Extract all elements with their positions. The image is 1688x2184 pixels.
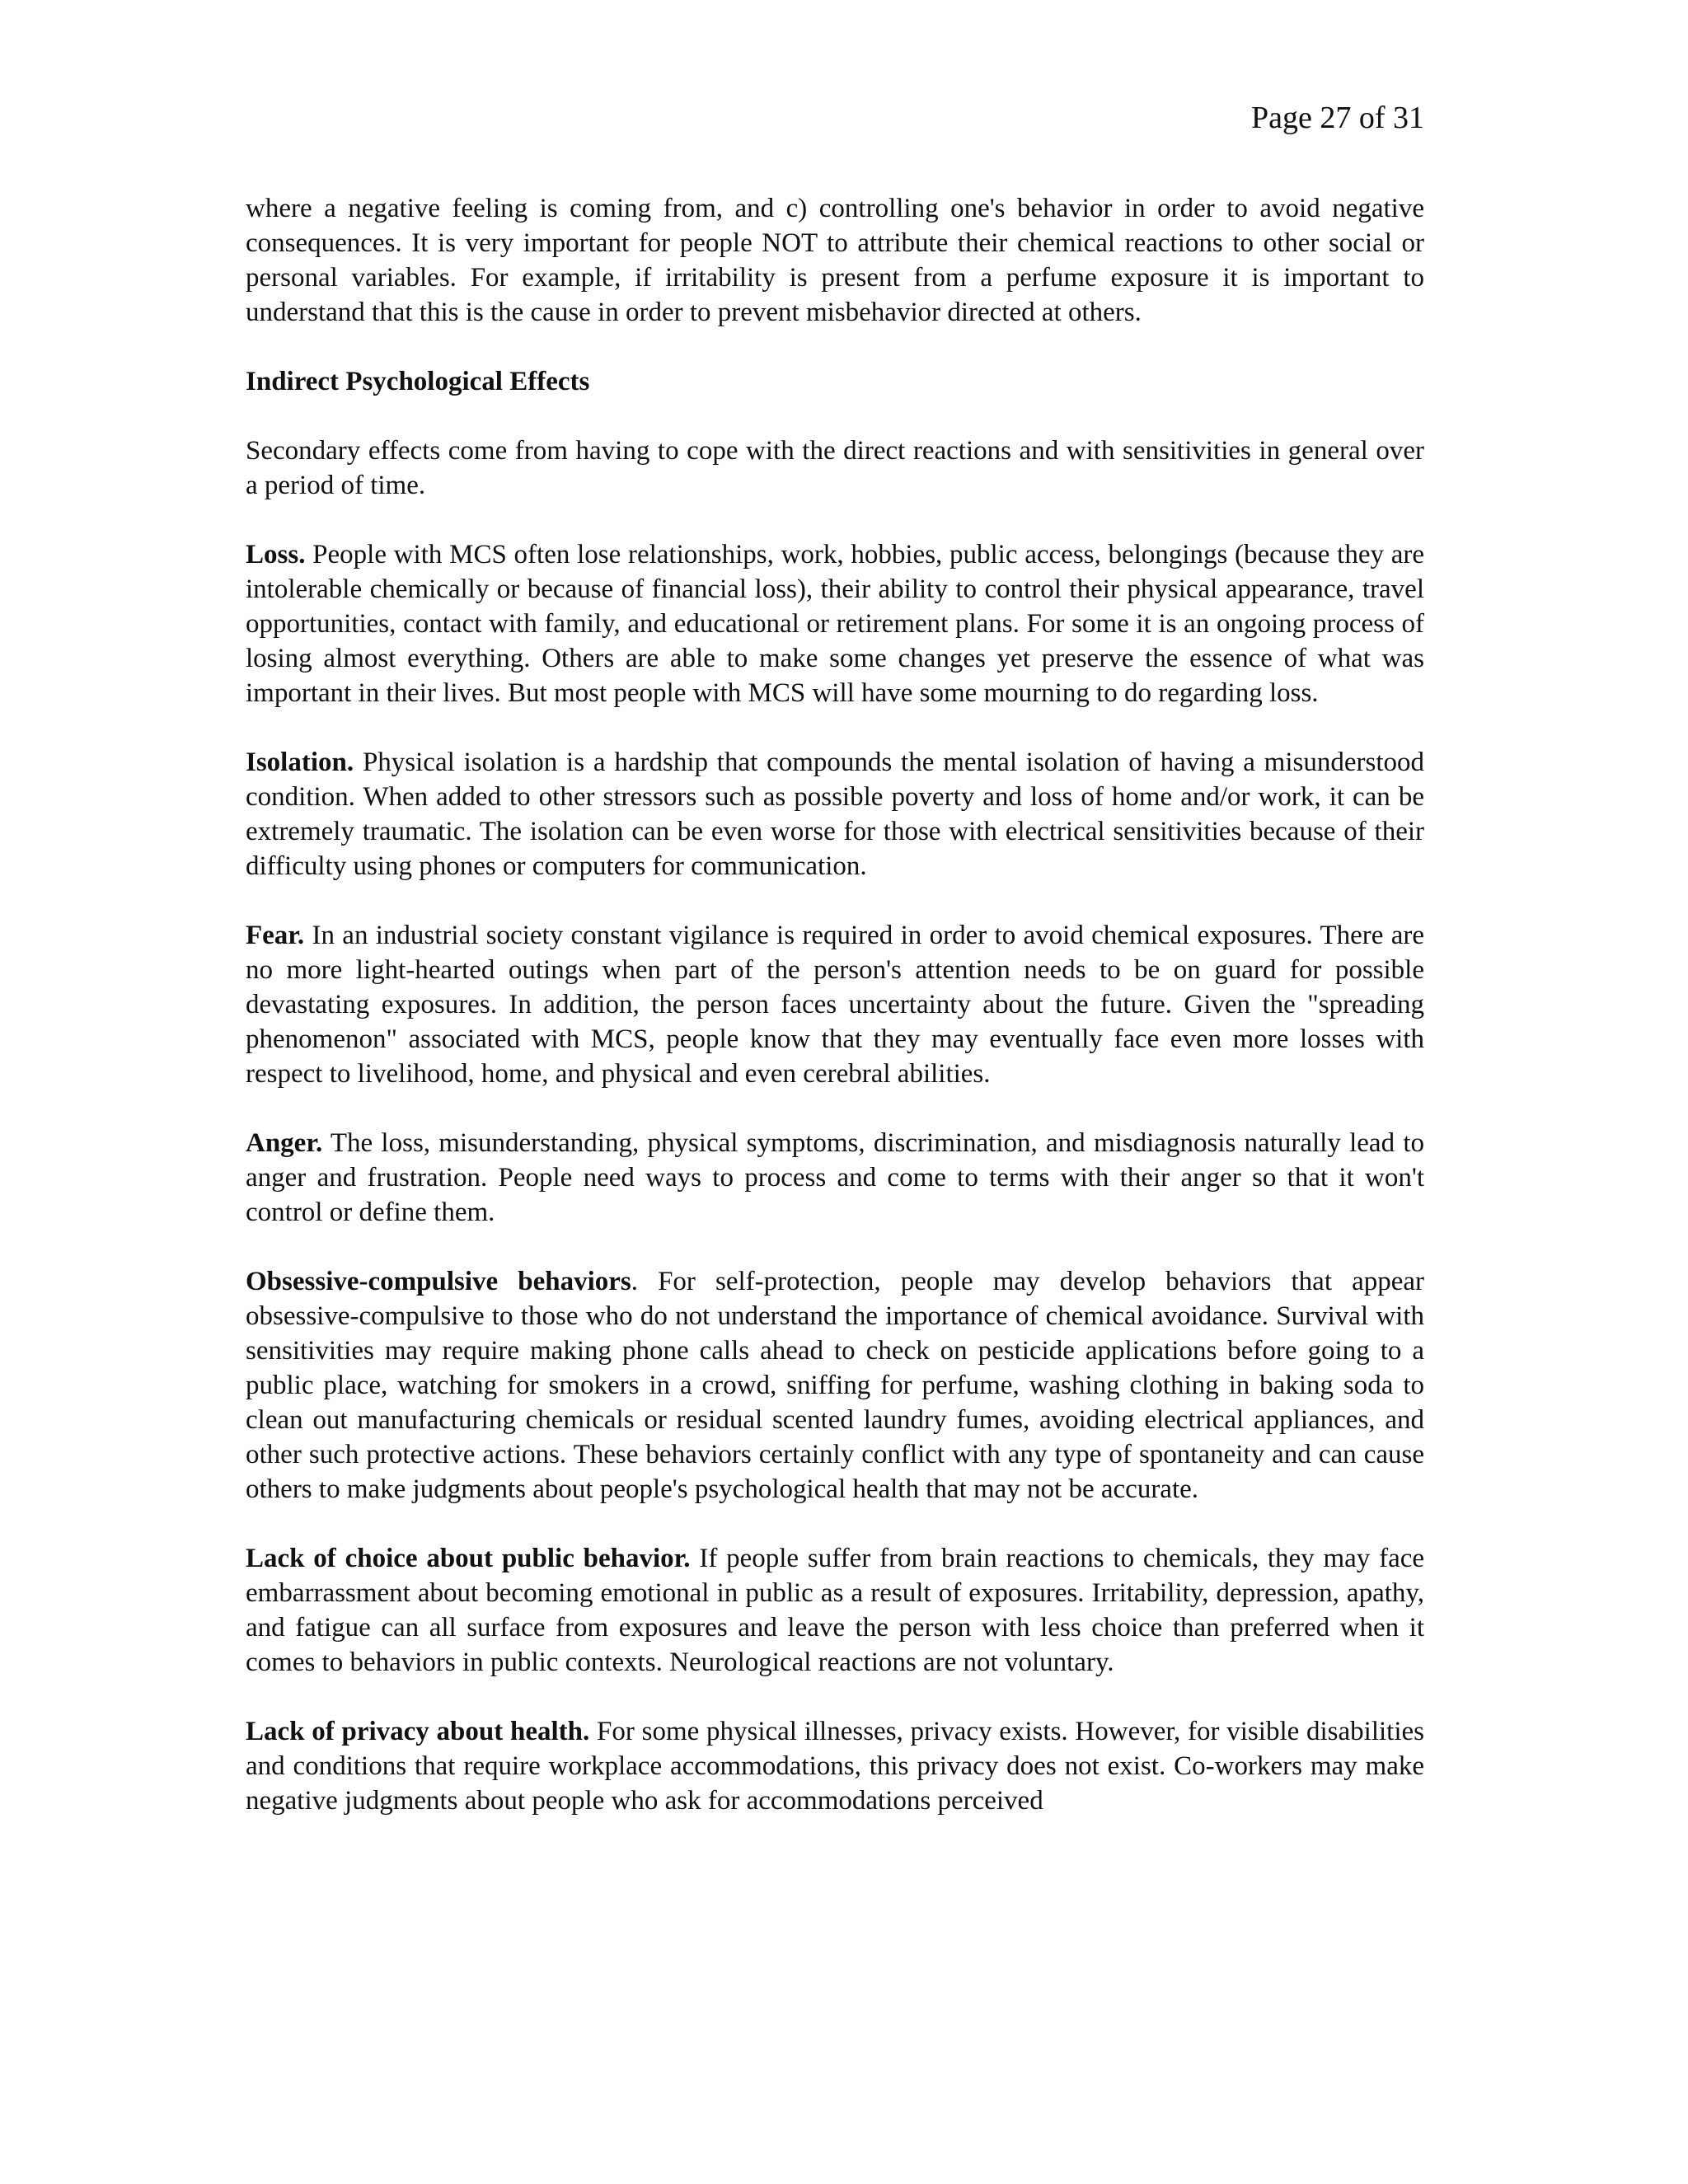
- anger-text: The loss, misunderstanding, physical symptoms, discrimination, and misdiagnosis naturally lead to anger and frustration. People need ways to process and come to terms with their anger so that it won't control or define them.: [246, 1128, 1424, 1227]
- intro-paragraph: where a negative feeling is coming from, and c) controlling one's behavior in order to avoid negative consequences. It is very important for people NOT to attribute their chemical reactions to other social or personal variables. For example, if irritability is present from a perfume exposure it is important to understand that this is the cause in order to prevent misbehavior directed at others.: [246, 194, 1424, 327]
- anger-lead: Anger.: [246, 1128, 323, 1158]
- privacy-lead: Lack of privacy about health.: [246, 1717, 590, 1746]
- obsessive-compulsive-lead: Obsessive-compulsive behaviors: [246, 1267, 631, 1296]
- secondary-effects-paragraph: Secondary effects come from having to cope with the direct reactions and with sensitivities in general over a period of time.: [246, 436, 1424, 500]
- isolation-lead: Isolation.: [246, 748, 354, 777]
- page-content: [246, 191, 1424, 1853]
- privacy-text: For some physical illnesses, privacy exists. However, for visible disabilities and conditions that require workplace accommodations, this privacy does not exist. Co-workers may make negative judgments about people who ask for accommodations perceived: [246, 1717, 1424, 1816]
- anger-paragraph: [246, 1126, 1424, 1230]
- fear-paragraph: [246, 918, 1424, 1091]
- public-behavior-text: If people suffer from brain reactions to chemicals, they may face embarrassment about becoming emotional in public as a result of exposures. Irritability, depression, apathy, and fatigue can all surface from exposures and leave the person with less choice than preferred when it comes to behaviors in public contexts. Neurological reactions are not voluntary.: [246, 1544, 1425, 1677]
- loss-text: People with MCS often lose relationships, work, hobbies, public access, belongings (because they are intolerable chemically or because of financial loss), their ability to control their physical appearance, travel opportunities, contact with family, and educational or retirement plans. For some it is an ongoing process of losing almost everything. Others are able to make some changes yet preserve the essence of what was important in their lives. But most people with MCS will have some mourning to do regarding loss.: [246, 540, 1424, 708]
- public-behavior-lead: Lack of choice about public behavior.: [246, 1544, 691, 1573]
- section-heading: Indirect Psychological Effects: [246, 367, 590, 396]
- page-number: Page 27 of 31: [1250, 101, 1424, 135]
- public-behavior-paragraph: [246, 1541, 1424, 1680]
- fear-lead: Fear.: [246, 921, 305, 950]
- obsessive-compulsive-paragraph: [246, 1264, 1424, 1507]
- isolation-text: Physical isolation is a hardship that compounds the mental isolation of having a misunderstood condition. When added to other stressors such as possible poverty and loss of home and/or work, it can be extremely traumatic. The isolation can be even worse for those with electrical sensitivities because of their difficulty using phones or computers for communication.: [246, 748, 1424, 881]
- loss-lead: Loss.: [246, 540, 306, 569]
- fear-text: In an industrial society constant vigilance is required in order to avoid chemical exposures. There are no more light-hearted outings when part of the person's attention needs to be on guard for possible devastating exposures. In addition, the person faces uncertainty about the future. Given the "spreading phenomenon" associated with MCS, people know that they may eventually face even more losses with respect to livelihood, home, and physical and even cerebral abilities.: [246, 921, 1424, 1089]
- isolation-paragraph: [246, 745, 1424, 883]
- loss-paragraph: [246, 537, 1424, 710]
- obsessive-compulsive-text: . For self-protection, people may develop behaviors that appear obsessive-compulsive to those who do not understand the importance of chemical avoidance. Survival with sensitivities may require making phone calls ahead to check on pesticide applications before going to a public place, watching for smokers in a crowd, sniffing for perfume, washing clothing in baking soda to clean out manufacturing chemicals or residual scented laundry fumes, avoiding electrical appliances, and other such protective actions. These behaviors certainly conflict with any type of spontaneity and can cause others to make judgments about people's psychological health that may not be accurate.: [246, 1267, 1424, 1504]
- privacy-paragraph: [246, 1714, 1424, 1818]
